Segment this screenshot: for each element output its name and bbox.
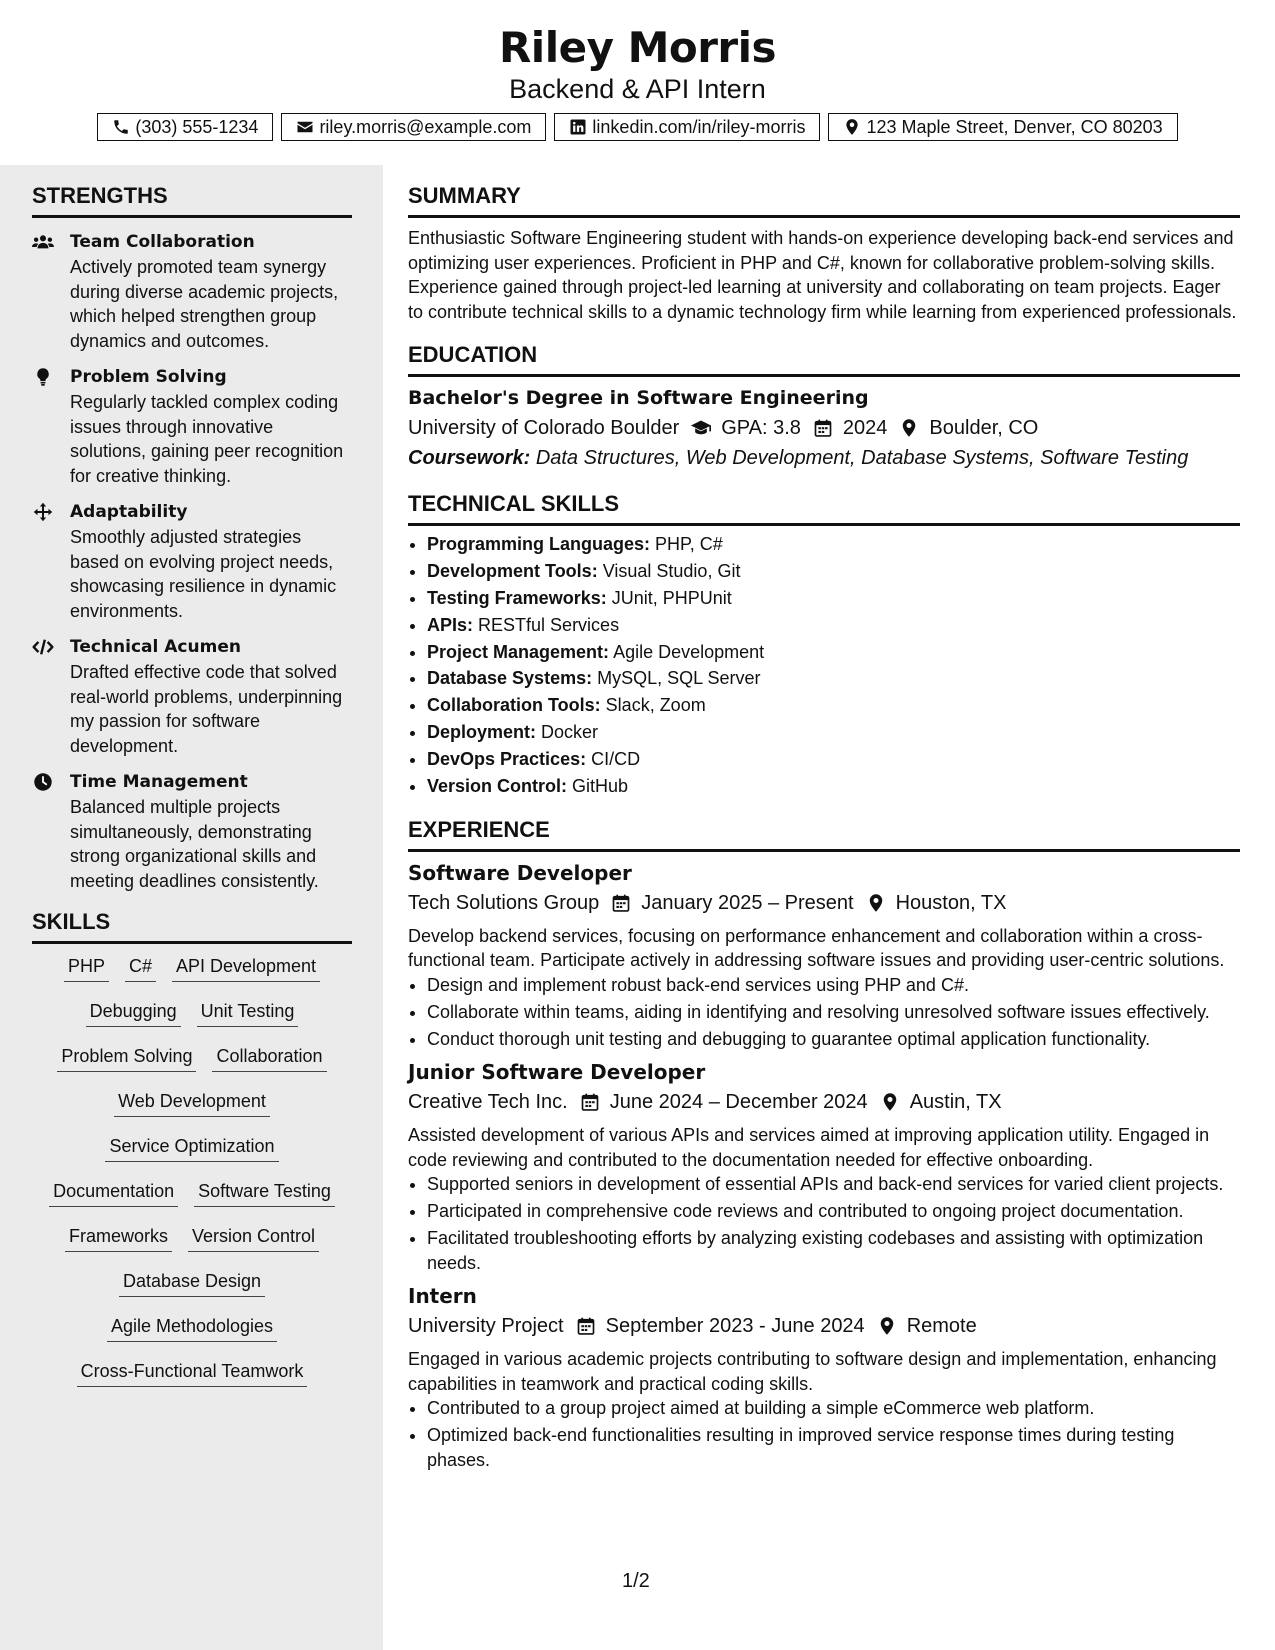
skill-category: Version Control: [427, 776, 568, 797]
job-bullets [408, 1396, 1240, 1472]
skill-chip: Database Design [119, 1269, 265, 1297]
skill-values: JUnit, PHPUnit [611, 587, 732, 608]
skill-chip: Cross-Functional Teamwork [77, 1359, 308, 1387]
candidate-name: Riley Morris [498, 23, 777, 72]
skill-values: Agile Development [613, 641, 765, 662]
gpa-value: GPA: 3.8 [721, 417, 801, 439]
skill-item [427, 693, 1240, 718]
skill-chip: Unit Testing [197, 999, 299, 1027]
skill-item [427, 559, 1240, 584]
job-dates: September 2023 - June 2024 [605, 1315, 865, 1338]
coursework-label: Coursework: [408, 447, 531, 469]
job-entry [408, 858, 1240, 1052]
skill-category: Programming Languages: [427, 534, 651, 554]
school-location: Boulder, CO [929, 417, 1039, 439]
skill-row [32, 954, 352, 999]
map-pin-icon [865, 1316, 907, 1336]
skill-values: Slack, Zoom [605, 695, 706, 716]
company-name: Creative Tech Inc. [408, 1091, 568, 1114]
skill-chip: Problem Solving [57, 1044, 196, 1072]
strength-item [32, 635, 352, 758]
clock-icon [32, 772, 56, 792]
technical-skills-list [408, 532, 1240, 799]
skill-item [427, 774, 1240, 799]
job-bullets [408, 973, 1240, 1052]
job-bullet: • Facilitated troubleshooting efforts by analyzing existing codebases and assisting with optimization needs. [427, 1226, 1240, 1275]
resume-header [0, 0, 1275, 165]
job-bullet: • Supported seniors in development of essential APIs and back-end services for varied client projects. [427, 1172, 1240, 1197]
contact-phone[interactable] [97, 113, 273, 141]
job-bullet: • Conduct thorough unit testing and debugging to guarantee optimal application functionality. [427, 1027, 1240, 1052]
skill-category: Database Systems: [427, 668, 593, 689]
strength-item [32, 230, 352, 353]
calendar-icon [564, 1316, 606, 1336]
map-pin-icon [854, 893, 896, 913]
skill-values: Docker [541, 722, 599, 743]
strength-description: Smoothly adjusted strategies based on evolving project needs, showcasing resilience in dynamic environments. [70, 527, 337, 621]
contact-text: riley.morris@example.com [319, 116, 532, 137]
skills-heading: SKILLS [32, 909, 352, 944]
skill-chips [32, 944, 352, 1404]
skill-chip: Version Control [188, 1224, 319, 1252]
education-heading: EDUCATION [408, 342, 1240, 377]
skill-item [427, 666, 1240, 691]
skill-category: Development Tools: [427, 560, 598, 581]
skill-chip: Frameworks [65, 1224, 172, 1252]
job-summary: Develop backend services, focusing on performance enhancement and collaboration within a cross-functional team. Participate actively in addressing software issues and providing user-centric solutions. [408, 925, 1225, 971]
calendar-icon [599, 893, 641, 913]
sidebar [0, 165, 383, 1650]
skill-row [32, 1359, 352, 1404]
page-number: 1/2 [622, 1570, 650, 1592]
strength-description: Drafted effective code that solved real-world problems, underpinning my passion for software development. [70, 662, 343, 756]
school-name: University of Colorado Boulder [408, 417, 680, 439]
strength-item [32, 500, 352, 623]
skill-values: PHP, C# [655, 534, 723, 554]
job-location: Austin, TX [909, 1091, 1002, 1114]
code-icon [32, 637, 56, 657]
job-bullet: • Collaborate within teams, aiding in identifying and resolving unresolved software issues effectively. [427, 1000, 1240, 1025]
job-location: Remote [906, 1315, 977, 1338]
contact-text: 123 Maple Street, Denver, CO 80203 [866, 116, 1163, 137]
degree-title: Bachelor's Degree in Software Engineering [408, 387, 869, 409]
graduation-cap-icon [679, 418, 721, 438]
strengths-heading: STRENGTHS [32, 183, 352, 218]
skill-row [32, 1179, 352, 1224]
technical-skills-heading: TECHNICAL SKILLS [408, 491, 1240, 526]
skill-row [32, 1134, 352, 1179]
job-title: Software Developer [408, 860, 632, 885]
education-meta [408, 413, 1240, 443]
skill-values: RESTful Services [478, 614, 620, 635]
lightbulb-icon [32, 367, 56, 387]
skill-chip: Debugging [86, 999, 181, 1027]
contact-bar [0, 113, 1275, 141]
strength-title: Time Management [70, 772, 248, 792]
linkedin-icon [569, 118, 587, 136]
skill-values: CI/CD [591, 749, 641, 770]
skill-row [32, 1269, 352, 1314]
arrows-icon [32, 502, 56, 522]
job-bullet: • Design and implement robust back-end services using PHP and C#. [427, 973, 1240, 998]
main-column [408, 165, 1240, 1475]
skill-item [427, 747, 1240, 772]
skill-category: Deployment: [427, 722, 537, 743]
strength-description: Regularly tackled complex coding issues through innovative solutions, gaining peer recognition for creative thinking. [70, 392, 344, 486]
skill-chip: Documentation [49, 1179, 178, 1207]
strength-item [32, 365, 352, 488]
company-name: Tech Solutions Group [408, 891, 600, 914]
skill-row [32, 1314, 352, 1359]
strength-title: Team Collaboration [70, 232, 255, 252]
envelope-icon [296, 118, 314, 136]
skill-item [427, 640, 1240, 665]
contact-email[interactable] [281, 113, 546, 141]
skill-category: Collaboration Tools: [427, 695, 601, 716]
skill-category: Project Management: [427, 641, 610, 662]
strengths-list [32, 230, 352, 893]
skill-row [32, 1224, 352, 1269]
map-pin-icon [868, 1092, 910, 1112]
coursework-line [408, 443, 1240, 473]
company-name: University Project [408, 1315, 564, 1338]
strength-description: Balanced multiple projects simultaneously, demonstrating strong organizational skills and meeting deadlines consistently. [70, 797, 319, 891]
job-dates: June 2024 – December 2024 [609, 1091, 868, 1114]
job-title: Intern [408, 1284, 477, 1309]
strength-title: Adaptability [70, 502, 188, 522]
calendar-icon [568, 1092, 610, 1112]
strength-title: Technical Acumen [70, 637, 241, 657]
job-title: Junior Software Developer [408, 1060, 706, 1085]
contact-text: (303) 555-1234 [135, 116, 259, 137]
job-meta [408, 1311, 1240, 1341]
job-dates: January 2025 – Present [641, 891, 854, 914]
map-pin-icon [843, 118, 861, 136]
skill-item [427, 586, 1240, 611]
job-bullet: • Optimized back-end functionalities resulting in improved service response times during testing phases. [427, 1423, 1240, 1472]
skill-chip: Software Testing [194, 1179, 335, 1207]
contact-address[interactable] [828, 113, 1177, 141]
skill-chip: API Development [172, 954, 320, 982]
skill-chip: Collaboration [212, 1044, 326, 1072]
coursework-list: Data Structures, Web Development, Database Systems, Software Testing [535, 447, 1189, 469]
job-bullets [408, 1172, 1240, 1275]
skill-row [32, 1089, 352, 1134]
skill-category: Testing Frameworks: [427, 587, 607, 608]
skill-item [427, 613, 1240, 638]
skill-values: MySQL, SQL Server [597, 668, 761, 689]
skill-chip: Agile Methodologies [107, 1314, 277, 1342]
skills-section [32, 909, 352, 1404]
job-meta [408, 888, 1240, 918]
strength-title: Problem Solving [70, 367, 227, 387]
experience-heading: EXPERIENCE [408, 817, 1240, 852]
skill-row [32, 999, 352, 1044]
summary-text: Enthusiastic Software Engineering student with hands-on experience developing back-end services and optimizing user experiences. Proficient in PHP and C#, known for collaborative problem-solving skills. Experience gained through project-led learning at university and collaborating on team projects. Eager to contribute technical skills to a dynamic technology firm while learning from experienced professionals. [408, 228, 1237, 322]
job-entry [408, 1281, 1240, 1472]
job-summary: Assisted development of various APIs and services aimed at improving application utility. Engaged in code reviewing and contributed to the documentation needed for effective onboarding. [408, 1125, 1210, 1170]
job-bullet: • Contributed to a group project aimed at building a simple eCommerce web platform. [427, 1396, 1240, 1421]
skill-chip: PHP [64, 954, 109, 982]
skill-chip: C# [125, 954, 156, 982]
job-bullet: • Participated in comprehensive code reviews and contributed to ongoing project documentation. [427, 1199, 1240, 1224]
job-meta [408, 1087, 1240, 1117]
summary-heading: SUMMARY [408, 183, 1240, 218]
map-pin-icon [887, 418, 929, 438]
contact-linkedin[interactable] [554, 113, 820, 141]
strength-description: Actively promoted team synergy during diverse academic projects, which helped strengthen group dynamics and outcomes. [70, 257, 339, 351]
skill-item [427, 720, 1240, 745]
skill-chip: Service Optimization [105, 1134, 278, 1162]
graduation-year: 2024 [842, 417, 888, 439]
calendar-icon [801, 418, 843, 438]
job-entry [408, 1057, 1240, 1275]
skill-values: GitHub [572, 776, 629, 797]
skill-chip: Web Development [114, 1089, 270, 1117]
job-location: Houston, TX [895, 891, 1007, 914]
skill-item [427, 532, 1240, 557]
skill-values: Visual Studio, Git [602, 560, 741, 581]
skill-category: APIs: [427, 614, 474, 635]
strength-item [32, 770, 352, 893]
candidate-role: Backend & API Intern [509, 74, 766, 104]
phone-icon [112, 118, 130, 136]
users-icon [32, 232, 56, 252]
skill-row [32, 1044, 352, 1089]
contact-text: linkedin.com/in/riley-morris [592, 116, 806, 137]
job-summary: Engaged in various academic projects contributing to software design and implementation, enhancing capabilities in teamwork and practical coding skills. [408, 1349, 1217, 1394]
skill-category: DevOps Practices: [427, 749, 587, 770]
